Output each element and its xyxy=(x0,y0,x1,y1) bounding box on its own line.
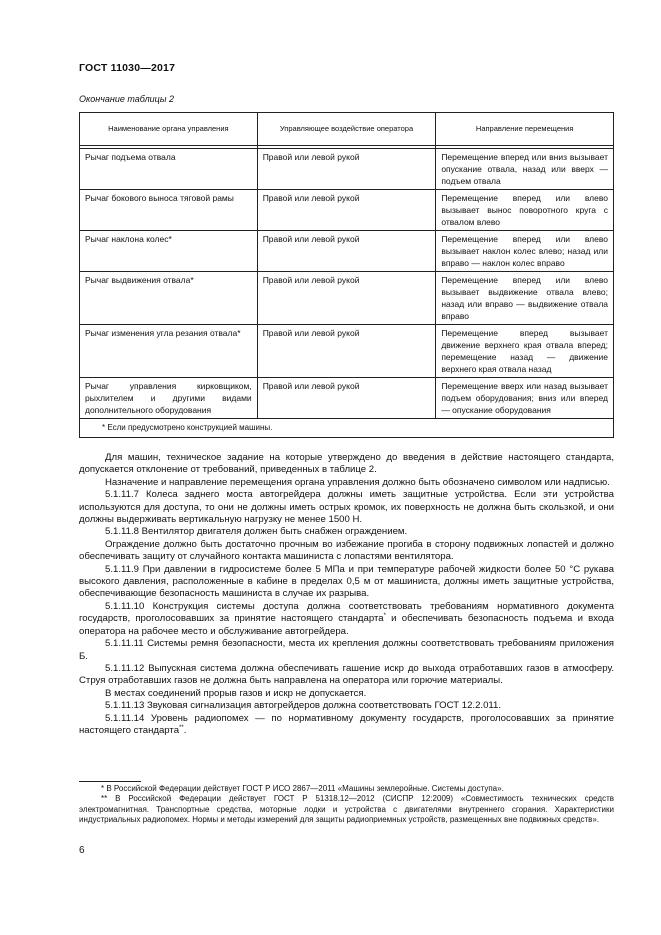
header-operator-action: Управляющее воздействие оператора xyxy=(257,113,436,146)
cell-operator-action: Правой или левой рукой xyxy=(257,190,436,231)
table-footnote-row xyxy=(80,419,614,438)
cell-operator-action: Правой или левой рукой xyxy=(257,272,436,325)
cell-movement-direction: Перемещение вперед или влево вызывает вынос поворотного круга с отвалом влево xyxy=(436,190,614,231)
paragraph: Ограждение должно быть достаточно прочным во избежание прогиба в сторону подвижных лопастей и должно обеспечивать защиту от случайного контакта машиниста с лопастями вентилятора. xyxy=(79,538,614,563)
paragraph: В местах соединений прорыв газов и искр не допускается. xyxy=(105,687,367,699)
standard-header: ГОСТ 11030—2017 xyxy=(79,62,176,74)
cell-control-name: Рычаг наклона колес* xyxy=(80,231,258,272)
page-number: 6 xyxy=(79,845,85,856)
paragraph: Для машин, техническое задание на которые утверждено до введения в действие настоящего стандарта, допускается отклонение от требований, приведенных в таблице 2. xyxy=(79,452,614,476)
table-caption: Окончание таблицы 2 xyxy=(79,94,174,104)
table-row xyxy=(80,149,614,190)
header-control-name: Наименование органа управления xyxy=(80,113,258,146)
table-footnote: * Если предусмотрено конструкцией машины. xyxy=(80,419,614,438)
cell-control-name: Рычаг бокового выноса тяговой рамы xyxy=(80,190,258,231)
cell-control-name: Рычаг выдвижения отвала* xyxy=(80,272,258,325)
paragraph: 5.1.11.8 Вентилятор двигателя должен быть снабжен ограждением. xyxy=(105,526,408,538)
cell-control-name: Рычаг изменения угла резания отвала* xyxy=(80,325,258,378)
cell-movement-direction: Перемещение вперед или вниз вызывает опускание отвала, назад или вверх — подъем отвала xyxy=(436,149,614,190)
paragraph: 5.1.11.12 Выпускная система должна обеспечивать гашение искр до выхода отработавших газов в атмосферу. Струя отработавших газов не должна быть направлена на оператора или горючие материалы. xyxy=(79,662,614,687)
cell-operator-action: Правой или левой рукой xyxy=(257,378,436,419)
controls-table xyxy=(79,112,614,438)
paragraph: 5.1.11.7 Колеса заднего моста автогрейдера должны иметь защитные устройства. Если эти устройства используются для доступа, то они не должны иметь острых кромок, их поверхность не должна быть скользкой, и они должны выдерживать вертикальную нагрузку не менее 1500 Н. xyxy=(79,489,614,526)
footnote-ref: ** xyxy=(179,724,184,731)
paragraph-text: . xyxy=(183,724,187,736)
cell-movement-direction: Перемещение вперед или влево вызывает выдвижение отвала влево; назад или вправо — выдвижение отвала вправо xyxy=(436,272,614,325)
cell-operator-action: Правой или левой рукой xyxy=(257,231,436,272)
header-movement-direction: Направление перемещения xyxy=(436,113,614,146)
cell-control-name: Рычаг подъема отвала xyxy=(80,149,258,190)
footnote: * В Российской Федерации действует ГОСТ Р ИСО 2867—2011 «Машины землеройные. Системы доступа». xyxy=(101,784,504,793)
table-row xyxy=(80,190,614,231)
table-row xyxy=(80,378,614,419)
table-row xyxy=(80,325,614,378)
paragraph-text: 5.1.11.10 Конструкция системы доступа должна соответствовать требованиям нормативного документа государств, проголосовавших за принятие настоящего стандарта xyxy=(79,600,614,625)
page-footnotes xyxy=(79,784,614,826)
body-text xyxy=(79,452,614,737)
footnote-separator xyxy=(79,781,141,782)
paragraph: 5.1.11.9 При давлении в гидросистеме более 5 МПа и при температуре рабочей жидкости более 50 °С рукава высокого давления, расположенные в кабине в пределах 0,5 м от машиниста, должны иметь защитные устройства, обеспечивающие безопасность машиниста в случае их разрыва. xyxy=(79,563,614,600)
table-row xyxy=(80,231,614,272)
cell-movement-direction: Перемещение вперед вызывает движение верхнего края отвала вперед; перемещение назад — движение верхнего края отвала назад xyxy=(436,325,614,378)
table-header-row xyxy=(80,113,614,146)
cell-operator-action: Правой или левой рукой xyxy=(257,325,436,378)
cell-movement-direction: Перемещение вверх или назад вызывает подъем оборудования; вниз или вперед — опускание оборудования xyxy=(436,378,614,419)
paragraph xyxy=(79,601,614,638)
footnote-ref: * xyxy=(383,613,386,620)
paragraph: Назначение и направление перемещения органа управления должно быть обозначено символом или надписью. xyxy=(105,476,610,488)
cell-control-name: Рычаг управления кирковщиком, рыхлителем и другими видами дополнительного оборудования xyxy=(80,378,258,419)
table-row xyxy=(80,272,614,325)
paragraph: 5.1.11.13 Звуковая сигнализация автогрейдеров должна соответствовать ГОСТ 12.2.011. xyxy=(105,700,502,712)
paragraph xyxy=(79,713,614,738)
paragraph-text: 5.1.11.14 Уровень радиопомех — по нормативному документу государств, проголосовавших за принятие настоящего стандарта xyxy=(79,712,614,736)
cell-operator-action: Правой или левой рукой xyxy=(257,149,436,190)
cell-movement-direction: Перемещение вперед или влево вызывает наклон колес влево; назад или вправо — наклон колес вправо xyxy=(436,231,614,272)
paragraph-text: и обеспечивать безопасность подъема и входа оператора на рабочее место и обслуживание автогрейдера. xyxy=(79,613,614,637)
paragraph: 5.1.11.11 Системы ремня безопасности, места их крепления должны соответствовать требованиям приложения Б. xyxy=(79,638,614,662)
footnote: ** В Российской Федерации действует ГОСТ Р 51318.12—2012 (СИСПР 12:2009) «Совместимость технических средств электромагнитная. Транспортные средства, моторные лодки и устройства с двигателями внутреннего сгорания. Характеристики индустриальных радиопомех. Нормы и методы измерений для защиты радиоприемных устройств, размещенных вне подвижных средств». xyxy=(79,794,614,825)
